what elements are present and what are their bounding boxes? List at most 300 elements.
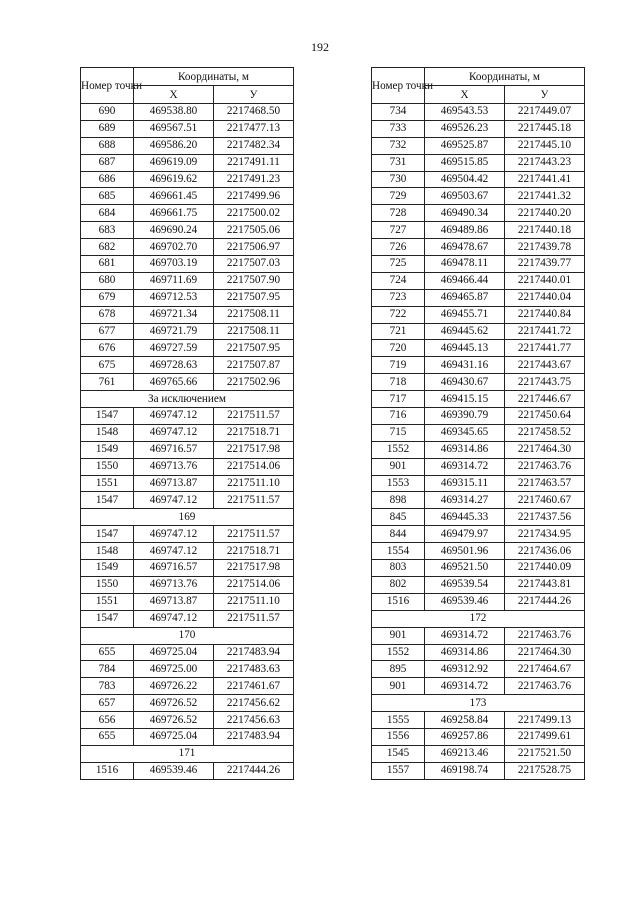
section-row [81,627,294,644]
y-cell: 2217449.07 [505,104,585,121]
table-row [372,340,585,357]
table-row [372,104,585,121]
y-cell: 2217514.06 [214,576,294,593]
table-row [81,256,294,273]
table-row [81,306,294,323]
x-cell: 469661.45 [134,188,214,205]
point-number-cell: 901 [372,458,425,475]
y-cell: 2217514.06 [214,458,294,475]
y-cell: 2217441.32 [505,188,585,205]
point-number-cell: 732 [372,137,425,154]
point-number-cell: 655 [81,644,134,661]
x-cell: 469390.79 [425,408,505,425]
point-number-cell: 719 [372,357,425,374]
y-cell: 2217441.41 [505,171,585,188]
x-cell: 469713.76 [134,576,214,593]
table-row [372,543,585,560]
y-cell: 2217443.67 [505,357,585,374]
table-row [372,762,585,779]
y-cell: 2217458.52 [505,424,585,441]
y-cell: 2217477.13 [214,120,294,137]
table-row [372,323,585,340]
x-cell: 469455.71 [425,306,505,323]
point-number-cell: 715 [372,424,425,441]
x-cell: 469479.97 [425,526,505,543]
point-number-cell: 683 [81,222,134,239]
y-cell: 2217507.95 [214,289,294,306]
x-cell: 469690.24 [134,222,214,239]
y-cell: 2217506.97 [214,239,294,256]
y-cell: 2217441.72 [505,323,585,340]
y-cell: 2217499.13 [505,712,585,729]
y-cell: 2217518.71 [214,543,294,560]
x-cell: 469539.46 [425,593,505,610]
y-cell: 2217483.94 [214,644,294,661]
table-row [372,644,585,661]
y-cell: 2217445.18 [505,120,585,137]
x-cell: 469712.53 [134,289,214,306]
x-cell: 469538.80 [134,104,214,121]
coordinates-table-left [80,67,294,780]
table-row [372,424,585,441]
table-row [372,661,585,678]
x-cell: 469314.72 [425,627,505,644]
x-cell: 469445.13 [425,340,505,357]
table-row [372,357,585,374]
point-number-cell: 1547 [81,492,134,509]
point-number-cell: 690 [81,104,134,121]
x-cell: 469521.50 [425,560,505,577]
y-cell: 2217440.04 [505,289,585,306]
x-cell: 469431.16 [425,357,505,374]
section-label: За исключением [81,391,294,408]
header-point-number: Номер точки [372,68,425,104]
table-row [372,475,585,492]
section-row [372,610,585,627]
x-cell: 469258.84 [425,712,505,729]
point-number-cell: 716 [372,408,425,425]
point-number-cell: 730 [372,171,425,188]
point-number-cell: 718 [372,374,425,391]
x-cell: 469661.75 [134,205,214,222]
point-number-cell: 729 [372,188,425,205]
x-cell: 469465.87 [425,289,505,306]
y-cell: 2217443.23 [505,154,585,171]
y-cell: 2217508.11 [214,306,294,323]
table-row [81,239,294,256]
table-row [81,272,294,289]
point-number-cell: 726 [372,239,425,256]
point-number-cell: 724 [372,272,425,289]
x-cell: 469747.12 [134,610,214,627]
table-row [81,678,294,695]
x-cell: 469490.34 [425,205,505,222]
table-row [372,374,585,391]
x-cell: 469539.54 [425,576,505,593]
table-row [372,678,585,695]
header-x: X [134,86,214,104]
table-row [81,357,294,374]
header-y: У [505,86,585,104]
x-cell: 469314.72 [425,458,505,475]
point-number-cell: 731 [372,154,425,171]
x-cell: 469703.19 [134,256,214,273]
table-row [372,728,585,745]
y-cell: 2217440.84 [505,306,585,323]
table-row [372,272,585,289]
y-cell: 2217456.62 [214,695,294,712]
point-number-cell: 727 [372,222,425,239]
point-number-cell: 1555 [372,712,425,729]
x-cell: 469713.87 [134,593,214,610]
y-cell: 2217507.03 [214,256,294,273]
y-cell: 2217440.18 [505,222,585,239]
point-number-cell: 689 [81,120,134,137]
point-number-cell: 678 [81,306,134,323]
table-row [81,408,294,425]
table-row [372,137,585,154]
y-cell: 2217499.96 [214,188,294,205]
x-cell: 469728.63 [134,357,214,374]
table-row [372,593,585,610]
point-number-cell: 686 [81,171,134,188]
header-x: X [425,86,505,104]
x-cell: 469586.20 [134,137,214,154]
x-cell: 469515.85 [425,154,505,171]
point-number-cell: 655 [81,728,134,745]
table-row [81,441,294,458]
point-number-cell: 1553 [372,475,425,492]
table-row [81,712,294,729]
x-cell: 469702.70 [134,239,214,256]
point-number-cell: 1547 [81,610,134,627]
table-row [372,745,585,762]
table-row [372,712,585,729]
y-cell: 2217491.11 [214,154,294,171]
table-row [372,188,585,205]
y-cell: 2217460.67 [505,492,585,509]
point-number-cell: 1516 [372,593,425,610]
y-cell: 2217507.95 [214,340,294,357]
y-cell: 2217483.94 [214,728,294,745]
x-cell: 469504.42 [425,171,505,188]
x-cell: 469725.00 [134,661,214,678]
point-number-cell: 1552 [372,644,425,661]
table-row [372,576,585,593]
table-row [372,222,585,239]
table-row [372,205,585,222]
table-row [81,560,294,577]
section-label: 170 [81,627,294,644]
x-cell: 469747.12 [134,424,214,441]
section-label: 171 [81,745,294,762]
x-cell: 469765.66 [134,374,214,391]
table-row [81,695,294,712]
y-cell: 2217483.63 [214,661,294,678]
x-cell: 469747.12 [134,543,214,560]
y-cell: 2217441.77 [505,340,585,357]
table-row [372,306,585,323]
y-cell: 2217440.09 [505,560,585,577]
point-number-cell: 845 [372,509,425,526]
point-number-cell: 679 [81,289,134,306]
point-number-cell: 1552 [372,441,425,458]
x-cell: 469619.62 [134,171,214,188]
y-cell: 2217511.57 [214,610,294,627]
y-cell: 2217444.26 [214,762,294,779]
point-number-cell: 725 [372,256,425,273]
point-number-cell: 721 [372,323,425,340]
table-row [81,762,294,779]
point-number-cell: 1549 [81,441,134,458]
x-cell: 469198.74 [425,762,505,779]
y-cell: 2217528.75 [505,762,585,779]
x-cell: 469478.67 [425,239,505,256]
table-row [372,171,585,188]
point-number-cell: 803 [372,560,425,577]
point-number-cell: 802 [372,576,425,593]
point-number-cell: 898 [372,492,425,509]
table-row [372,120,585,137]
point-number-cell: 895 [372,661,425,678]
point-number-cell: 901 [372,627,425,644]
y-cell: 2217434.95 [505,526,585,543]
y-cell: 2217500.02 [214,205,294,222]
header-y: У [214,86,294,104]
point-number-cell: 901 [372,678,425,695]
x-cell: 469721.34 [134,306,214,323]
x-cell: 469543.53 [425,104,505,121]
point-number-cell: 1550 [81,576,134,593]
y-cell: 2217499.61 [505,728,585,745]
table-row [81,492,294,509]
point-number-cell: 717 [372,391,425,408]
point-number-cell: 675 [81,357,134,374]
table-row [81,593,294,610]
table-row [81,205,294,222]
table-row [372,526,585,543]
point-number-cell: 722 [372,306,425,323]
table-row [372,239,585,256]
y-cell: 2217450.64 [505,408,585,425]
header-coordinates: Координаты, м [134,68,294,86]
x-cell: 469415.15 [425,391,505,408]
y-cell: 2217439.78 [505,239,585,256]
y-cell: 2217440.01 [505,272,585,289]
table-row [81,323,294,340]
x-cell: 469619.09 [134,154,214,171]
table-row [372,627,585,644]
y-cell: 2217463.76 [505,458,585,475]
y-cell: 2217468.50 [214,104,294,121]
point-number-cell: 682 [81,239,134,256]
x-cell: 469713.76 [134,458,214,475]
table-row [81,526,294,543]
y-cell: 2217446.67 [505,391,585,408]
x-cell: 469445.33 [425,509,505,526]
table-row [81,154,294,171]
y-cell: 2217491.23 [214,171,294,188]
y-cell: 2217463.76 [505,678,585,695]
point-number-cell: 685 [81,188,134,205]
x-cell: 469489.86 [425,222,505,239]
x-cell: 469345.65 [425,424,505,441]
table-row [81,137,294,154]
point-number-cell: 657 [81,695,134,712]
point-number-cell: 761 [81,374,134,391]
point-number-cell: 1550 [81,458,134,475]
y-cell: 2217440.20 [505,205,585,222]
y-cell: 2217517.98 [214,441,294,458]
x-cell: 469747.12 [134,526,214,543]
table-row [81,289,294,306]
x-cell: 469725.04 [134,644,214,661]
x-cell: 469466.44 [425,272,505,289]
x-cell: 469314.86 [425,644,505,661]
point-number-cell: 844 [372,526,425,543]
header-coordinates: Координаты, м [425,68,585,86]
table-row [81,104,294,121]
point-number-cell: 1551 [81,475,134,492]
y-cell: 2217507.87 [214,357,294,374]
table-row [81,475,294,492]
x-cell: 469314.72 [425,678,505,695]
y-cell: 2217511.57 [214,408,294,425]
x-cell: 469713.87 [134,475,214,492]
table-row [372,391,585,408]
point-number-cell: 734 [372,104,425,121]
y-cell: 2217518.71 [214,424,294,441]
point-number-cell: 733 [372,120,425,137]
y-cell: 2217464.67 [505,661,585,678]
section-row [81,391,294,408]
point-number-cell: 677 [81,323,134,340]
point-number-cell: 1516 [81,762,134,779]
table-row [81,728,294,745]
table-row [81,120,294,137]
point-number-cell: 656 [81,712,134,729]
x-cell: 469525.87 [425,137,505,154]
y-cell: 2217437.56 [505,509,585,526]
y-cell: 2217521.50 [505,745,585,762]
point-number-cell: 1548 [81,543,134,560]
table-row [81,610,294,627]
x-cell: 469526.23 [425,120,505,137]
table-body-left [81,104,294,780]
table-row [81,458,294,475]
y-cell: 2217511.57 [214,492,294,509]
x-cell: 469747.12 [134,408,214,425]
table-row [372,256,585,273]
x-cell: 469726.52 [134,695,214,712]
table-body-right [372,104,585,780]
table-row [81,543,294,560]
x-cell: 469314.86 [425,441,505,458]
x-cell: 469567.51 [134,120,214,137]
x-cell: 469747.12 [134,492,214,509]
y-cell: 2217502.96 [214,374,294,391]
point-number-cell: 1547 [81,526,134,543]
x-cell: 469725.04 [134,728,214,745]
point-number-cell: 1554 [372,543,425,560]
x-cell: 469716.57 [134,441,214,458]
x-cell: 469314.27 [425,492,505,509]
header-point-number: Номер точки [81,68,134,104]
table-row [81,374,294,391]
table-row [81,340,294,357]
y-cell: 2217444.26 [505,593,585,610]
page-number: 192 [311,40,329,54]
x-cell: 469503.67 [425,188,505,205]
section-row [81,745,294,762]
y-cell: 2217443.75 [505,374,585,391]
x-cell: 469726.22 [134,678,214,695]
x-cell: 469312.92 [425,661,505,678]
point-number-cell: 723 [372,289,425,306]
point-number-cell: 1545 [372,745,425,762]
y-cell: 2217511.57 [214,526,294,543]
table-row [372,289,585,306]
point-number-cell: 676 [81,340,134,357]
point-number-cell: 784 [81,661,134,678]
point-number-cell: 681 [81,256,134,273]
y-cell: 2217463.57 [505,475,585,492]
point-number-cell: 1551 [81,593,134,610]
section-row [81,509,294,526]
point-number-cell: 1547 [81,408,134,425]
point-number-cell: 783 [81,678,134,695]
table-row [372,441,585,458]
point-number-cell: 680 [81,272,134,289]
section-label: 172 [372,610,585,627]
table-row [81,188,294,205]
y-cell: 2217511.10 [214,593,294,610]
section-label: 173 [372,695,585,712]
x-cell: 469257.86 [425,728,505,745]
point-number-cell: 688 [81,137,134,154]
x-cell: 469711.69 [134,272,214,289]
y-cell: 2217464.30 [505,644,585,661]
table-row [81,661,294,678]
y-cell: 2217461.67 [214,678,294,695]
table-row [372,154,585,171]
point-number-cell: 1557 [372,762,425,779]
table-row [81,576,294,593]
x-cell: 469478.11 [425,256,505,273]
table-row [372,458,585,475]
y-cell: 2217517.98 [214,560,294,577]
x-cell: 469726.52 [134,712,214,729]
x-cell: 469445.62 [425,323,505,340]
point-number-cell: 687 [81,154,134,171]
x-cell: 469213.46 [425,745,505,762]
point-number-cell: 1548 [81,424,134,441]
point-number-cell: 720 [372,340,425,357]
table-row [81,644,294,661]
y-cell: 2217463.76 [505,627,585,644]
table-row [372,560,585,577]
y-cell: 2217439.77 [505,256,585,273]
table-row [372,509,585,526]
x-cell: 469727.59 [134,340,214,357]
point-number-cell: 1556 [372,728,425,745]
y-cell: 2217456.63 [214,712,294,729]
table-row [81,424,294,441]
x-cell: 469430.67 [425,374,505,391]
y-cell: 2217508.11 [214,323,294,340]
table-row [372,492,585,509]
table-row [81,222,294,239]
